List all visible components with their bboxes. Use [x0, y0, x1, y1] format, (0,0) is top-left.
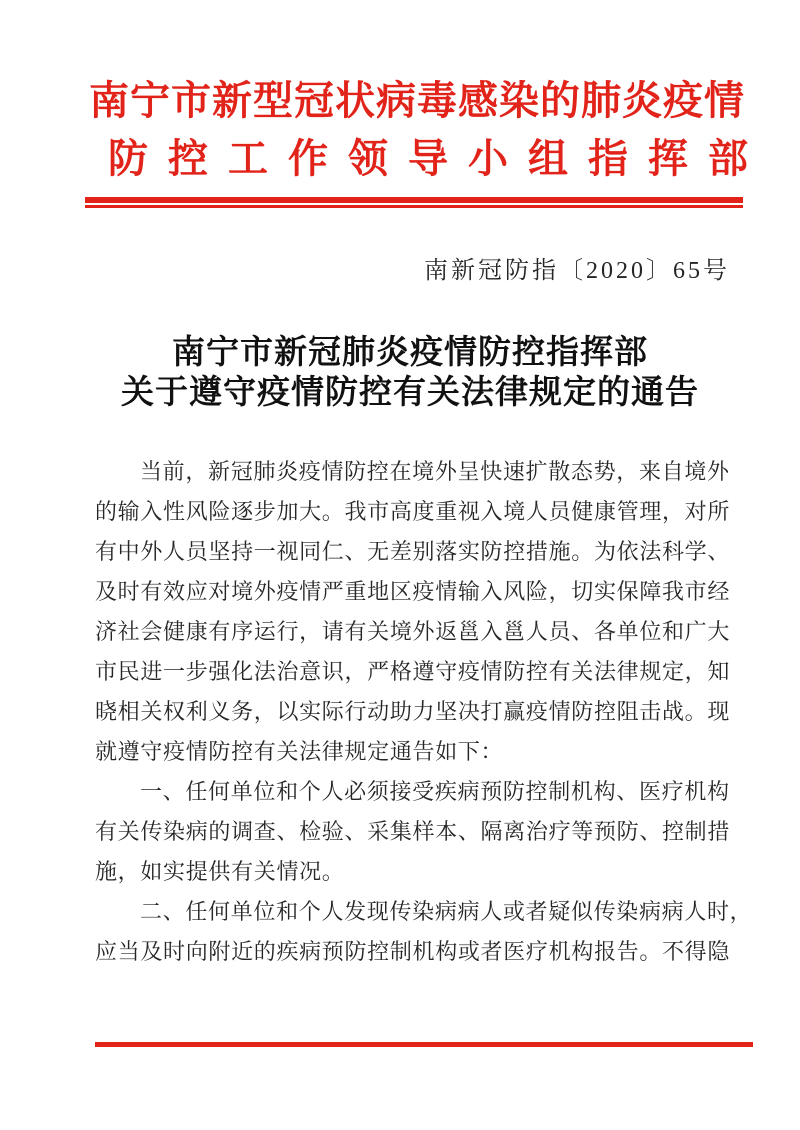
- body-line: 当前，新冠肺炎疫情防控在境外呈快速扩散态势，来自境外: [140, 459, 730, 484]
- letterhead-line-1: 南宁市新型冠状病毒感染的肺炎疫情: [89, 78, 745, 123]
- document-body: [95, 452, 753, 972]
- document-title-line-1: 南宁市新冠肺炎疫情防控指挥部: [172, 335, 648, 371]
- body-line: 晓相关权利义务，以实际行动助力坚决打赢疫情防控阻击战。现: [95, 699, 731, 724]
- body-line: 的输入性风险逐步加大。我市高度重视入境人员健康管理，对所: [95, 499, 731, 524]
- body-line: 施，如实提供有关情况。: [95, 859, 345, 884]
- body-line: 有中外人员坚持一视同仁、无差别落实防控措施。为依法科学、: [95, 539, 731, 564]
- body-line: 有关传染病的调查、检验、采集样本、隔离治疗等预防、控制措: [95, 819, 731, 844]
- body-line: 二、任何单位和个人发现传染病病人或者疑似传染病病人时，: [140, 899, 753, 924]
- document-title: [70, 333, 750, 413]
- body-line: 就遵守疫情防控有关法律规定通告如下：: [95, 739, 504, 764]
- body-line: 应当及时向附近的疾病预防控制机构或者医疗机构报告。不得隐: [95, 939, 731, 964]
- body-line: 及时有效应对境外疫情严重地区疫情输入风险，切实保障我市经: [95, 579, 731, 604]
- document-number: 南新冠防指〔2020〕65号: [424, 258, 730, 284]
- letterhead: [88, 72, 768, 188]
- document-title-line-2: 关于遵守疫情防控有关法律规定的通告: [121, 375, 699, 411]
- letterhead-line-2: 防控工作领导小组指挥部: [108, 136, 768, 181]
- body-line: 一、任何单位和个人必须接受疾病预防控制机构、医疗机构: [140, 779, 730, 804]
- footer-rule: [95, 1042, 753, 1047]
- body-line: 济社会健康有序运行，请有关境外返邕入邕人员、各单位和广大: [95, 619, 731, 644]
- body-line: 市民进一步强化法治意识，严格遵守疫情防控有关法律规定，知: [95, 659, 731, 684]
- letterhead-divider-rule: [85, 197, 743, 208]
- divider-thin-line: [85, 205, 743, 208]
